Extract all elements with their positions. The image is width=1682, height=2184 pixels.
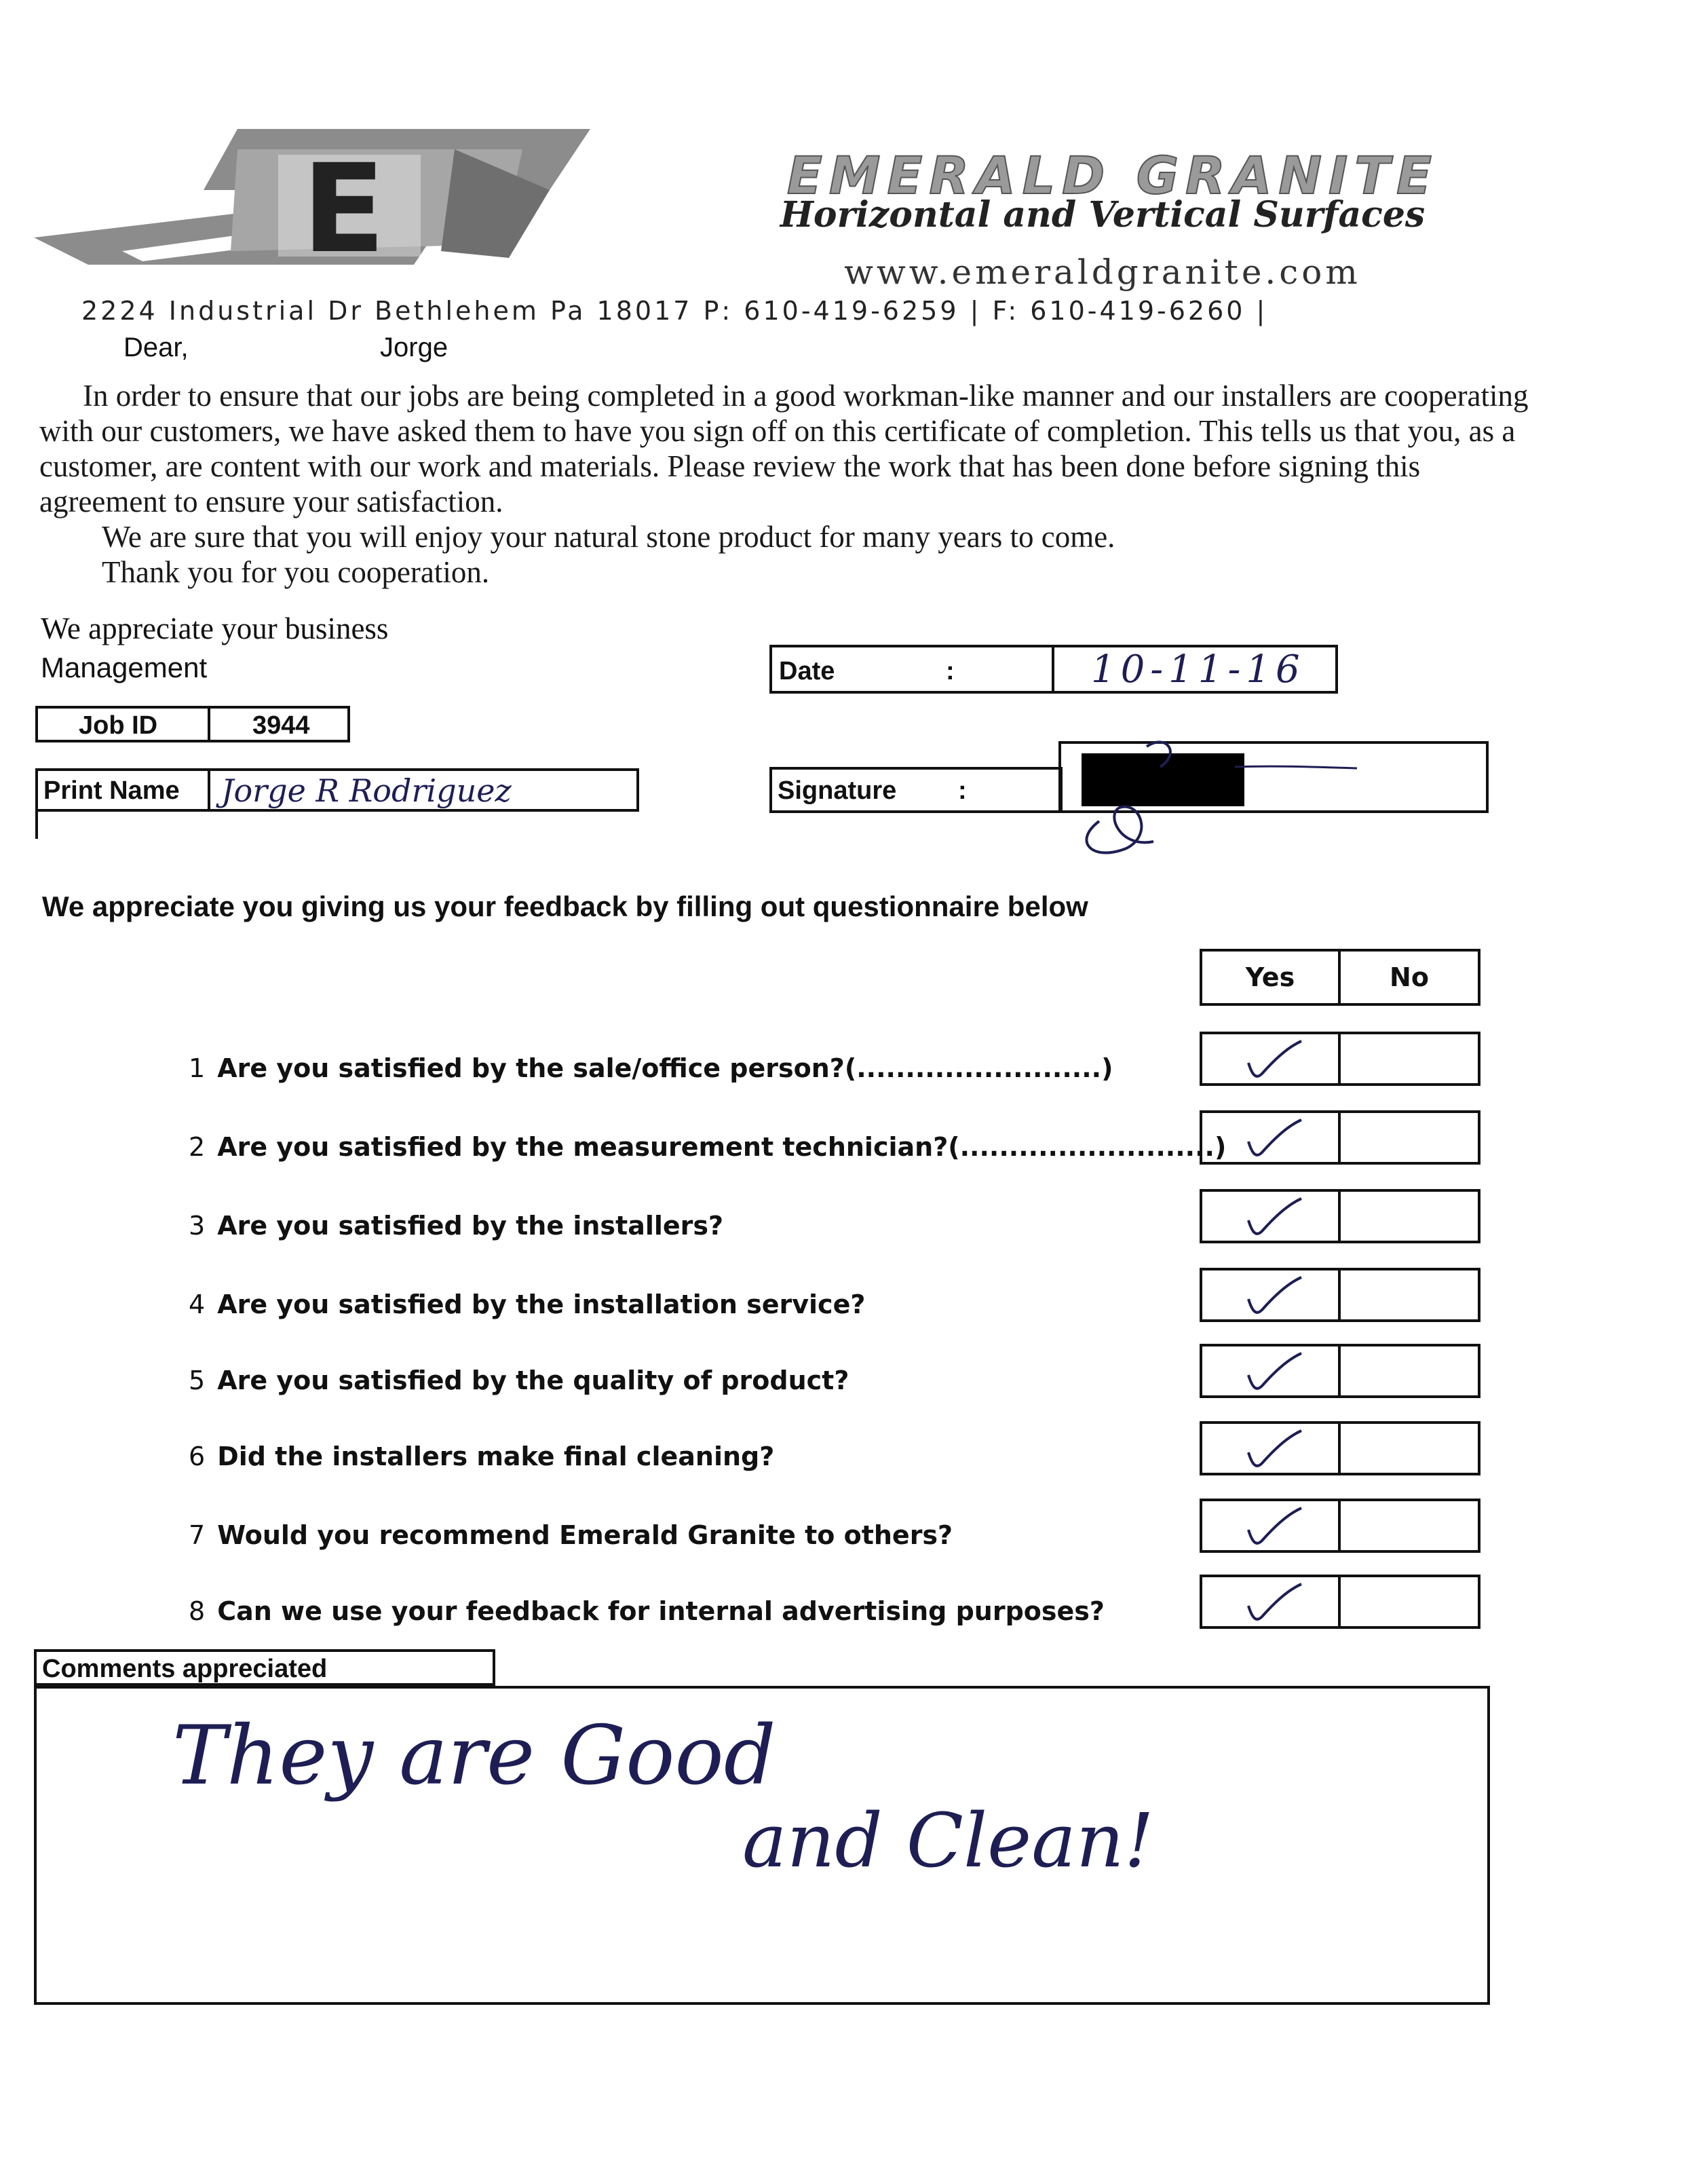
letter-closing: We appreciate your business: [41, 611, 389, 645]
company-tagline: Horizontal and Vertical Surfaces: [780, 194, 1426, 236]
question-7: [189, 1520, 953, 1550]
checkmark-icon: [1243, 1351, 1304, 1394]
job-id-field: [35, 706, 350, 742]
question-number: 2: [189, 1132, 206, 1162]
letter-paragraph-3: Thank you for you cooperation.: [102, 555, 490, 589]
print-name-value: Jorge R Rodriguez: [221, 772, 512, 809]
date-field[interactable]: [769, 645, 1338, 694]
checkmark-icon: [1243, 1117, 1304, 1161]
customer-name: Jorge: [380, 333, 448, 362]
date-colon: :: [946, 657, 955, 685]
no-checkbox-3[interactable]: [1338, 1189, 1480, 1243]
yes-checkbox-6[interactable]: [1200, 1421, 1341, 1475]
checkmark-icon: [1243, 1196, 1304, 1239]
yes-checkbox-5[interactable]: [1200, 1344, 1341, 1398]
letter-paragraph-1: In order to ensure that our jobs are being completed in a good workman-like manner and our installers are cooperating with our customers, we have asked them to have you sign off on this certificate of completion. This tells us that you, as a customer, are content with our work and materials. Please review the work that has been done before signing this agreement to ensure your satisfaction.: [39, 379, 1529, 519]
comments-label-box: [34, 1649, 495, 1686]
question-number: 8: [189, 1596, 206, 1626]
question-text: Can we use your feedback for internal advertising purposes?: [217, 1596, 1105, 1626]
print-name-divider: [208, 771, 210, 809]
no-checkbox-2[interactable]: [1338, 1110, 1480, 1165]
question-number: 5: [189, 1366, 206, 1395]
question-text: Are you satisfied by the quality of product?: [217, 1366, 849, 1395]
signature-scribble: [1045, 726, 1384, 862]
question-2: [189, 1132, 1226, 1162]
question-number: 3: [189, 1211, 206, 1241]
question-number: 4: [189, 1289, 206, 1319]
question-4: [189, 1289, 865, 1319]
questionnaire-title: We appreciate you giving us your feedback by filling out questionnaire below: [42, 890, 1088, 922]
salutation: Dear,: [123, 333, 189, 362]
question-text: Did the installers make final cleaning?: [217, 1442, 775, 1471]
date-divider: [1052, 647, 1054, 691]
company-logo: [34, 122, 590, 271]
signature-field[interactable]: [769, 767, 1063, 813]
checkmark-icon: [1243, 1505, 1304, 1549]
question-text: Would you recommend Emerald Granite to others?: [217, 1520, 953, 1550]
job-id-divider: [208, 709, 210, 740]
company-name: EMERALD GRANITE: [786, 145, 1439, 206]
yes-header: Yes: [1200, 949, 1341, 1006]
signature-colon: :: [958, 776, 967, 805]
no-checkbox-4[interactable]: [1338, 1268, 1480, 1322]
question-number: 1: [189, 1053, 206, 1083]
no-checkbox-6[interactable]: [1338, 1421, 1480, 1475]
company-address: 2224 Industrial Dr Bethlehem Pa 18017 P: 610-419-6259 | F: 610-419-6260 |: [81, 296, 1268, 326]
print-name-label: Print Name: [43, 776, 180, 805]
logo-letter: E: [302, 138, 385, 271]
signature-label: Signature: [778, 776, 897, 805]
yes-checkbox-8[interactable]: [1200, 1575, 1341, 1629]
job-id-value: 3944: [252, 711, 310, 740]
checkmark-icon: [1243, 1581, 1304, 1625]
checkmark-icon: [1243, 1428, 1304, 1471]
question-text: Are you satisfied by the measurement technician?(..........................): [217, 1132, 1227, 1162]
no-checkbox-5[interactable]: [1338, 1344, 1480, 1398]
comment-line-2: and Clean!: [742, 1797, 1154, 1884]
letter-body: [39, 378, 1552, 590]
question-text: Are you satisfied by the sale/office person?(.........................): [217, 1053, 1113, 1083]
no-checkbox-7[interactable]: [1338, 1499, 1480, 1553]
comment-line-1: They are Good: [172, 1709, 776, 1803]
checkmark-icon: [1243, 1038, 1304, 1082]
no-checkbox-1[interactable]: [1338, 1032, 1480, 1086]
question-5: [189, 1366, 849, 1395]
yes-checkbox-2[interactable]: [1200, 1110, 1341, 1165]
company-website: www.emeraldgranite.com: [844, 252, 1361, 292]
yes-checkbox-4[interactable]: [1200, 1268, 1341, 1322]
comments-label: Comments appreciated: [42, 1655, 328, 1683]
letter-signoff: Management: [41, 652, 208, 683]
print-name-field[interactable]: [35, 768, 639, 812]
comments-area[interactable]: [34, 1686, 1490, 2005]
question-text: Are you satisfied by the installers?: [217, 1211, 724, 1241]
question-text: Are you satisfied by the installation service?: [217, 1289, 866, 1319]
question-number: 6: [189, 1442, 206, 1471]
letter-paragraph-2: We are sure that you will enjoy your natural stone product for many years to come.: [102, 520, 1115, 554]
date-value: 10-11-16: [1091, 647, 1305, 692]
question-number: 7: [189, 1520, 206, 1550]
question-3: [189, 1211, 723, 1241]
no-checkbox-8[interactable]: [1338, 1575, 1480, 1629]
yes-checkbox-3[interactable]: [1200, 1189, 1341, 1243]
yes-checkbox-1[interactable]: [1200, 1032, 1341, 1086]
yes-checkbox-7[interactable]: [1200, 1499, 1341, 1553]
checkmark-icon: [1243, 1275, 1304, 1318]
question-1: [189, 1053, 1113, 1083]
job-id-label: Job ID: [79, 711, 158, 740]
date-label: Date: [779, 657, 835, 685]
question-6: [189, 1442, 774, 1471]
print-name-underline-stub: [35, 812, 38, 839]
no-header: No: [1338, 949, 1480, 1006]
question-8: [189, 1596, 1105, 1626]
